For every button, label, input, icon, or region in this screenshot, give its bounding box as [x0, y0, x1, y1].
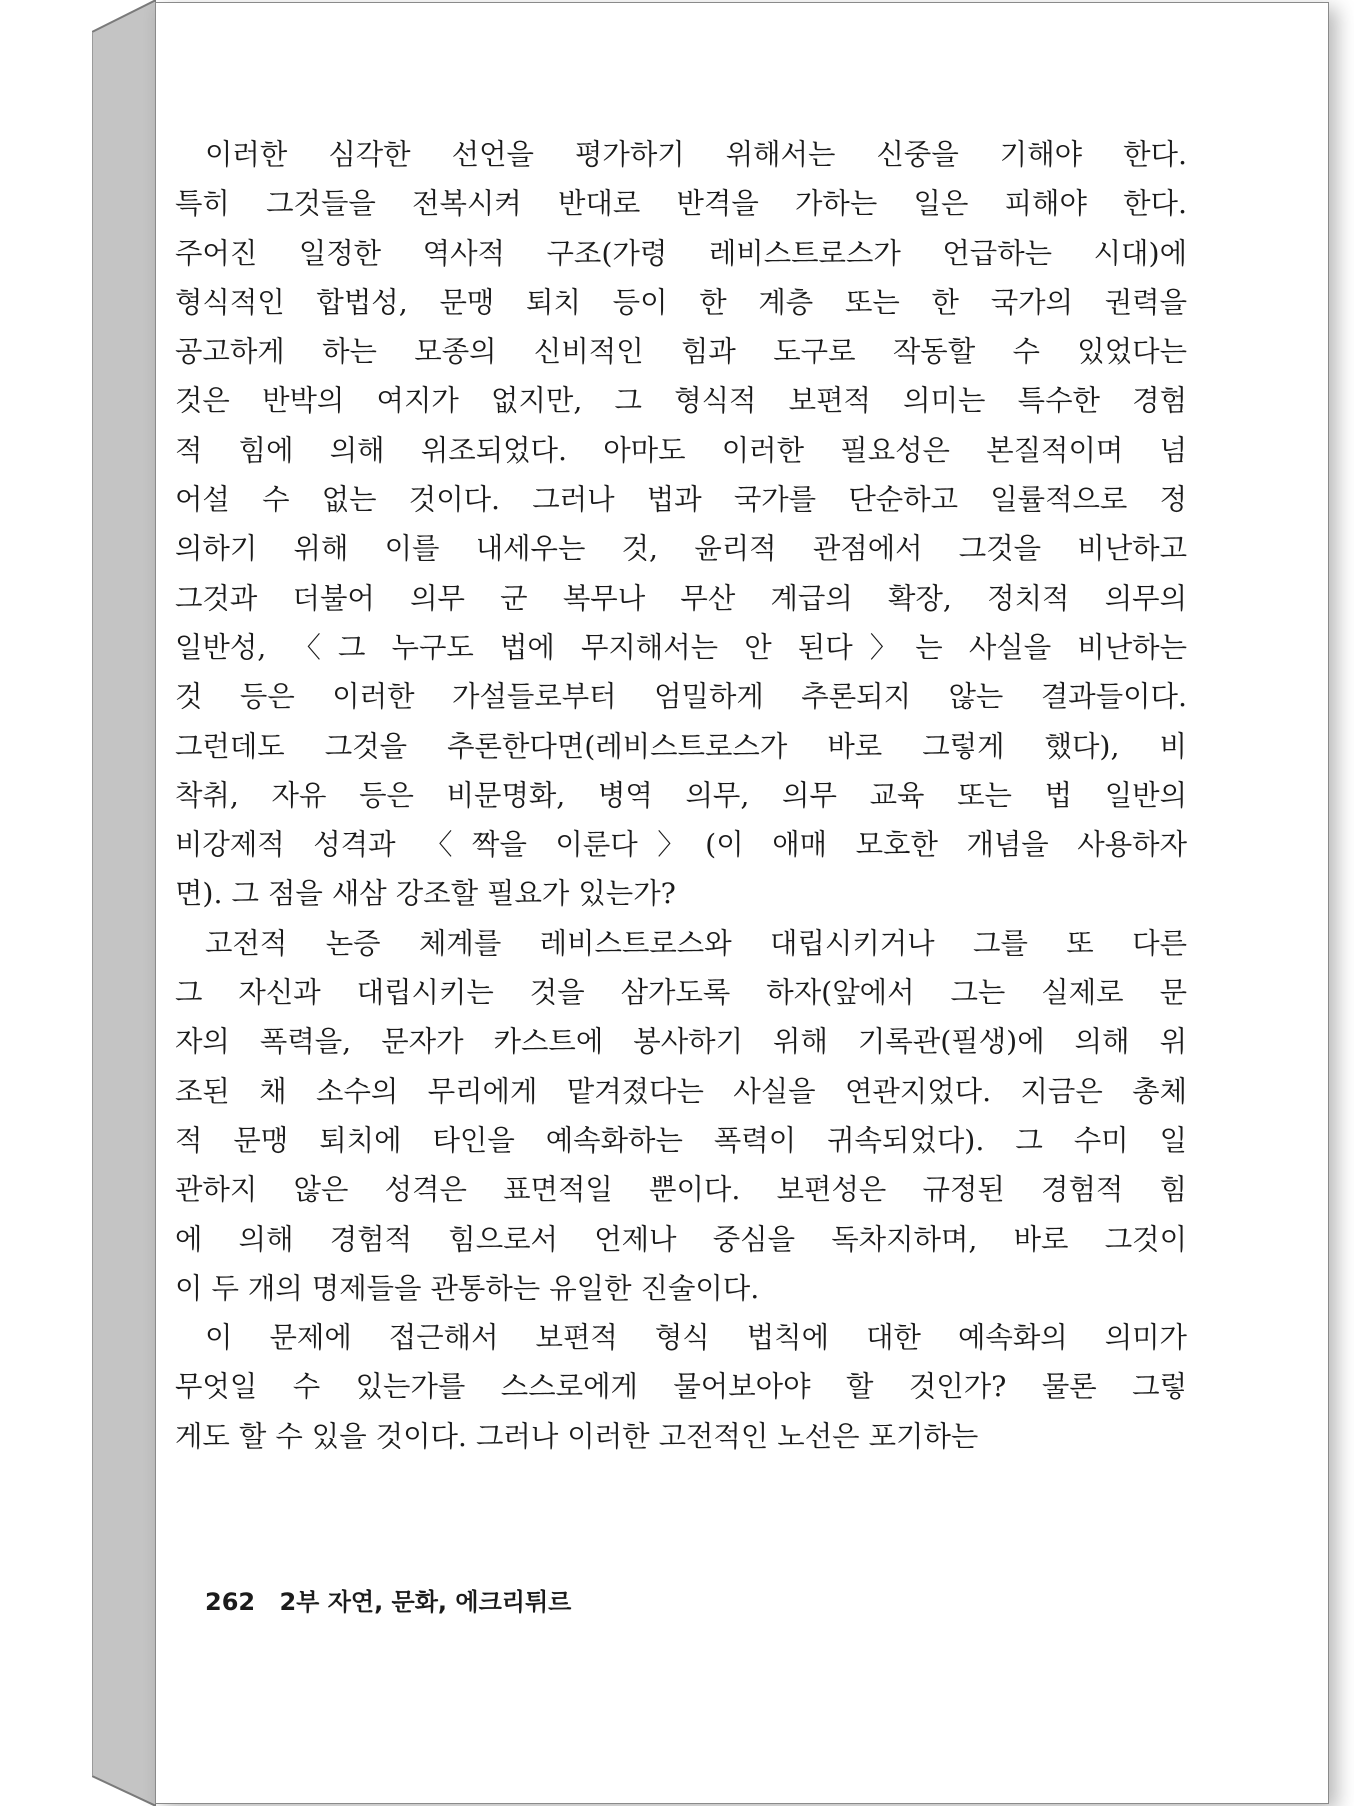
text-line: 형식적인 합법성, 문맹 퇴치 등이 한 계층 또는 한 국가의 권력을	[175, 285, 1187, 319]
text-line: 비강제적 성격과 〈짝을 이룬다〉(이 애매 모호한 개념을 사용하자	[175, 828, 1187, 862]
text-line: 의하기 위해 이를 내세우는 것, 윤리적 관점에서 그것을 비난하고	[175, 532, 1187, 566]
page-footer	[205, 1582, 571, 1617]
text-line: 어설 수 없는 것이다. 그러나 법과 국가를 단순하고 일률적으로 정	[175, 483, 1187, 517]
text-line: 관하지 않은 성격은 표면적일 뿐이다. 보편성은 규정된 경험적 힘	[175, 1173, 1187, 1207]
text-line: 그것과 더불어 의무 군 복무나 무산 계급의 확장, 정치적 의무의	[175, 581, 1187, 615]
text-line: 일반성, 〈그 누구도 법에 무지해서는 안 된다〉는 사실을 비난하는	[175, 630, 1187, 664]
paragraph	[175, 130, 1187, 919]
text-line: 자의 폭력을, 문자가 카스트에 봉사하기 위해 기록관(필생)에 의해 위	[175, 1025, 1187, 1059]
text-line: 착취, 자유 등은 비문명화, 병역 의무, 의무 교육 또는 법 일반의	[175, 778, 1187, 812]
paragraph	[175, 919, 1187, 1313]
page-body-text	[175, 130, 1187, 1461]
text-line: 이 문제에 접근해서 보편적 형식 법칙에 대한 예속화의 의미가	[205, 1321, 1187, 1355]
text-line: 그런데도 그것을 추론한다면(레비스트로스가 바로 그렇게 했다), 비	[175, 729, 1187, 763]
paragraph	[175, 1313, 1187, 1461]
text-line: 특히 그것들을 전복시켜 반대로 반격을 가하는 일은 피해야 한다.	[175, 187, 1187, 221]
book-spine	[92, 0, 156, 1806]
text-line: 무엇일 수 있는가를 스스로에게 물어보아야 할 것인가? 물론 그렇	[175, 1370, 1187, 1404]
text-line: 그 자신과 대립시키는 것을 삼가도록 하자(앞에서 그는 실제로 문	[175, 976, 1187, 1010]
text-line: 적 힘에 의해 위조되었다. 아마도 이러한 필요성은 본질적이며 넘	[175, 433, 1187, 467]
text-line: 적 문맹 퇴치에 타인을 예속화하는 폭력이 귀속되었다). 그 수미 일	[175, 1123, 1187, 1157]
text-line: 게도 할 수 있을 것이다. 그러나 이러한 고전적인 노선은 포기하는	[175, 1419, 979, 1453]
running-title: 2부 자연, 문화, 에크리튀르	[279, 1588, 572, 1616]
text-line: 에 의해 경험적 힘으로서 언제나 중심을 독차지하며, 바로 그것이	[175, 1222, 1187, 1256]
page-number: 262	[205, 1588, 256, 1616]
text-line: 것은 반박의 여지가 없지만, 그 형식적 보편적 의미는 특수한 경험	[175, 384, 1187, 418]
text-line: 조된 채 소수의 무리에게 맡겨졌다는 사실을 연관지었다. 지금은 총체	[175, 1074, 1187, 1108]
text-line: 이러한 심각한 선언을 평가하기 위해서는 신중을 기해야 한다.	[205, 138, 1187, 171]
text-line: 것 등은 이러한 가설들로부터 엄밀하게 추론되지 않는 결과들이다.	[175, 680, 1187, 714]
text-line: 면). 그 점을 새삼 강조할 필요가 있는가?	[175, 877, 676, 911]
text-line: 주어진 일정한 역사적 구조(가령 레비스트로스가 언급하는 시대)에	[175, 236, 1187, 270]
text-line: 고전적 논증 체계를 레비스트로스와 대립시키거나 그를 또 다른	[205, 926, 1187, 960]
text-line: 공고하게 하는 모종의 신비적인 힘과 도구로 작동할 수 있었다는	[175, 335, 1187, 369]
text-line: 이 두 개의 명제들을 관통하는 유일한 진술이다.	[175, 1271, 760, 1305]
